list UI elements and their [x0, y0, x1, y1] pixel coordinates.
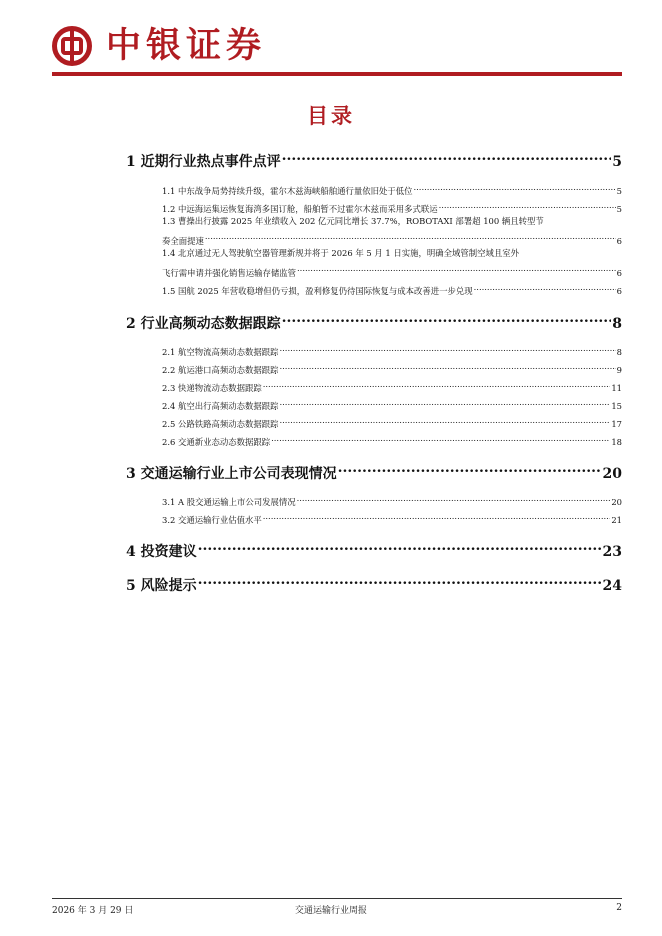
toc-section-label: 5 风险提示	[126, 578, 197, 594]
toc-page-number: 5	[616, 186, 622, 196]
toc-item-label: 1.1 中东战争局势持续升级，霍尔木兹海峡船舶通行量依旧处于低位	[162, 186, 413, 196]
toc-page-number: 17	[611, 419, 622, 429]
leader-dots	[279, 360, 615, 373]
toc-item-label: 2.1 航空物流高频动态数据跟踪	[162, 347, 279, 357]
leader-dots	[263, 378, 611, 391]
footer-date: 2026 年 3 月 29 日	[52, 906, 134, 916]
brand-name: 中银证券	[106, 26, 267, 66]
toc-item-2-3[interactable]	[162, 378, 622, 391]
leader-dots	[282, 146, 612, 166]
toc-page-number: 24	[602, 578, 622, 594]
leader-dots	[474, 281, 616, 294]
toc-page-number: 5	[616, 204, 622, 214]
leader-dots	[263, 510, 611, 523]
toc-page-number: 15	[611, 401, 622, 411]
toc-section-label: 3 交通运输行业上市公司表现情况	[126, 466, 337, 482]
toc-item-2-5[interactable]	[162, 414, 622, 427]
toc-item-label: 1.2 中远海运集运恢复海湾多国订舱，船舶暂不过霍尔木兹而采用多式联运	[162, 204, 438, 214]
toc-page-number: 9	[616, 365, 622, 375]
toc-title: 目录	[307, 104, 355, 128]
toc-page-number: 11	[611, 383, 622, 393]
leader-dots	[297, 492, 611, 505]
toc-section-1[interactable]	[126, 146, 622, 170]
toc-page-number: 21	[611, 515, 622, 525]
leader-dots	[198, 536, 602, 556]
leader-dots	[198, 570, 602, 590]
toc-section-label: 4 投资建议	[126, 544, 197, 560]
toc-item-label: 3.1 A 股交通运输上市公司发展情况	[162, 497, 296, 507]
leader-dots	[279, 342, 615, 355]
toc-item-3-1[interactable]	[162, 492, 622, 505]
leader-dots	[279, 414, 610, 427]
leader-dots	[279, 396, 610, 409]
toc-item-1-1[interactable]	[162, 181, 622, 194]
toc-item-label: 1.5 国航 2025 年营收稳增但仍亏损，盈利修复仍待国际恢复与成本改善进一步兑现	[162, 286, 473, 296]
toc-item-2-6[interactable]	[162, 432, 622, 445]
page-header	[0, 0, 662, 80]
bank-of-china-logo-icon	[52, 26, 92, 66]
toc-page-number: 6	[616, 268, 622, 278]
toc-page-number: 6	[616, 286, 622, 296]
toc-page-number: 8	[616, 347, 622, 357]
leader-dots	[297, 261, 616, 276]
toc-page-number: 8	[612, 316, 622, 332]
toc-item-label: 2.3 快递物流动态数据跟踪	[162, 383, 262, 393]
toc-item-label-line1: 1.3 曹操出行披露 2025 年业绩收入 202 亿元同比增长 37.7%，ROBOTAXI 部署超 100 辆且转型节	[162, 216, 544, 226]
toc-item-3-2[interactable]	[162, 510, 622, 523]
toc-page-number: 6	[616, 236, 622, 246]
toc-item-label-line1: 1.4 北京通过无人驾驶航空器管理新规并将于 2026 年 5 月 1 日实施，明确全域管制空域且室外	[162, 248, 520, 258]
toc-item-label-line2: 奏全面提速	[162, 236, 204, 246]
toc-section-3[interactable]	[126, 458, 622, 482]
leader-dots	[205, 229, 616, 244]
toc-item-label: 2.5 公路铁路高频动态数据跟踪	[162, 419, 279, 429]
toc-item-1-2[interactable]	[162, 199, 622, 212]
toc-item-label-line2: 飞行需申请并强化销售运输存储监管	[162, 268, 296, 278]
toc-item-2-1[interactable]	[162, 342, 622, 355]
toc-section-5[interactable]	[126, 570, 622, 594]
footer-divider	[52, 898, 622, 899]
toc-item-label: 2.4 航空出行高频动态数据跟踪	[162, 401, 279, 411]
toc-section-2[interactable]	[126, 308, 622, 332]
toc-item-2-4[interactable]	[162, 396, 622, 409]
toc-page-number: 5	[612, 154, 622, 170]
toc-item-2-2[interactable]	[162, 360, 622, 373]
footer-page-number: 2	[616, 903, 622, 913]
toc-item-label: 3.2 交通运输行业估值水平	[162, 515, 262, 525]
toc-item-label: 2.6 交通新业态动态数据跟踪	[162, 437, 271, 447]
leader-dots	[439, 199, 616, 212]
leader-dots	[271, 432, 610, 445]
header-divider	[52, 72, 622, 76]
toc-page-number: 23	[602, 544, 622, 560]
toc-section-label: 2 行业高频动态数据跟踪	[126, 316, 281, 332]
footer-report-title: 交通运输行业周报	[294, 906, 367, 916]
toc-section-4[interactable]	[126, 536, 622, 560]
leader-dots	[282, 308, 612, 328]
toc-item-1-5[interactable]	[162, 281, 622, 294]
toc-section-label: 1 近期行业热点事件点评	[126, 154, 281, 170]
toc-page-number: 20	[611, 497, 622, 507]
leader-dots	[413, 181, 615, 194]
leader-dots	[338, 458, 602, 478]
toc-page-number: 18	[611, 437, 622, 447]
toc-item-label: 2.2 航运港口高频动态数据跟踪	[162, 365, 279, 375]
toc-item-1-3[interactable]	[162, 214, 622, 244]
toc-page-number: 20	[602, 466, 622, 482]
toc-item-1-4[interactable]	[162, 246, 622, 276]
